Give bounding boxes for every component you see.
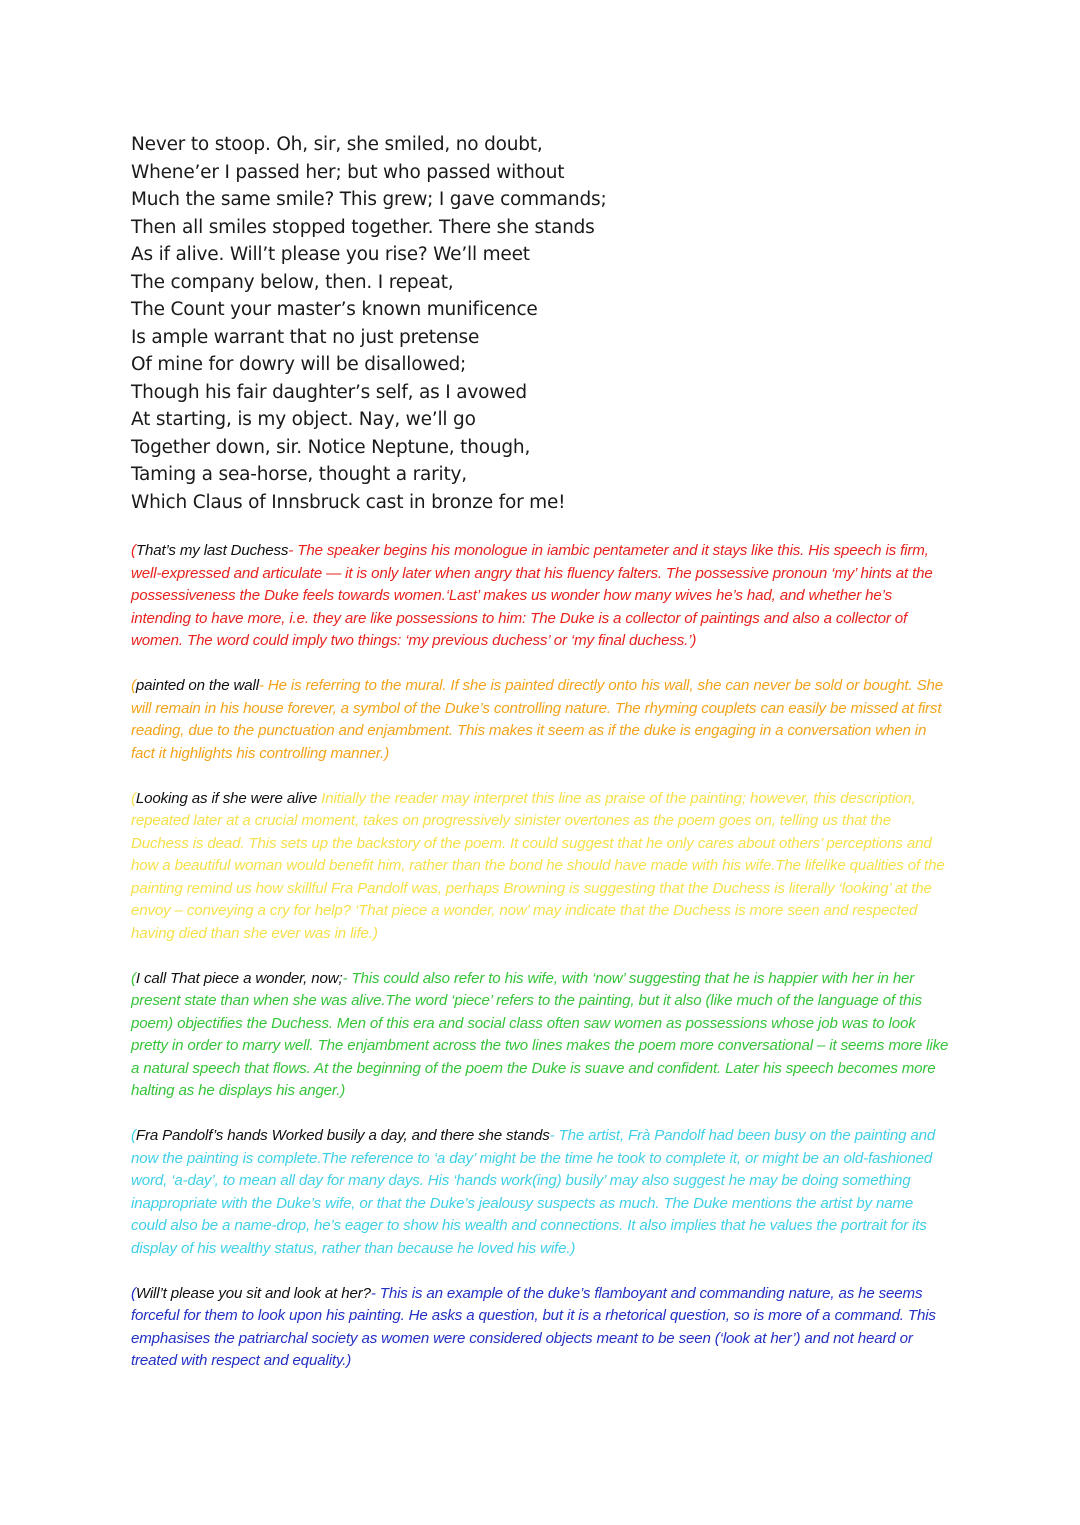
poem-line: Of mine for dowry will be disallowed; [131,354,467,375]
note-quote: Fra Pandolf’s hands Worked busily a day, and there she stands [135,1127,550,1145]
poem-line: Is ample warrant that no just pretense [131,326,480,348]
note-comment: - The speaker begins his monologue in iambic pentameter and it stays like this. His speech is firm, well-expressed and articulate — it is only later when angry that his fluency falters. The possessive pronoun ‘my’ hints at the possessiveness the Duke feels towards women.‘Last’ makes us wonder how many wives he’s had, and whether he’s intending to have more, i.e. they are like possessions to him: The Duke is a collector of paintings and also a collector of women. The word could imply two things: ‘my previous duchess’ or ‘my final duchess.’) [131,542,933,649]
open-paren: ( [131,1284,136,1302]
note-looking-as-if-she-were-alive [131,788,951,946]
poem-line: Much the same smile? This grew; I gave commands; [131,189,607,210]
poem-line: The Count your master’s known munificence [131,299,538,320]
note-quote: Will’t please you sit and look at her? [135,1284,371,1302]
poem-line: Then all smiles stopped together. There she stands [131,216,595,238]
note-comment: - He is referring to the mural. If she is painted directly onto his wall, she can never be sold or bought. She will remain in his house forever, a symbol of the Duke’s controlling nature. The rhyming couplets can easily be missed at first reading, due to the punctuation and enjambment. This makes it seem as if the duke is engaging in a conversation when in fact it highlights his controlling manner.) [131,677,943,762]
note-that-s-my-last-duchess [131,540,951,653]
note-comment: Initially the reader may interpret this line as praise of the painting; however, this description, repeated later at a crucial moment, takes on progressively sinister overtones as the poem goes on, telling us that the Duchess is dead. This sets up the backstory of the poem. It could suggest that he only cares about others’ perceptions and how a beautiful woman would benefit him, rather than the bond he should have made with his wife.The lifelike qualities of the painting remind us how skillful Fra Pandolf was, perhaps Browning is suggesting that the Duchess is literally ‘looking’ at the envoy – conveying a cry for help? ‘That piece a wonder, now’ may indicate that the Duchess is more seen and respected having died than she ever was in life.) [131,789,945,942]
note-quote: Looking as if she were alive [135,789,318,807]
poem-line: Whene’er I passed her; but who passed without [131,161,565,183]
note-i-call-that-piece-a-wonder [131,968,951,1103]
note-quote: I call That piece a wonder, now; [135,969,343,987]
poem-line: Which Claus of Innsbruck cast in bronze for me! [131,491,566,513]
open-paren: ( [131,677,136,695]
note-quote: painted on the wall [135,677,259,695]
note-comment: - This is an example of the duke’s flamboyant and commanding nature, as he seems forceful for them to look upon his painting. He asks a question, but it is a rhetorical question, so is more of a command. This emphasises the patriarchal society as women were considered objects meant to be seen (‘look at her’) and not heard or treated with respect and equality.) [131,1284,936,1370]
note-quote: That’s my last Duchess [135,542,289,559]
annotation-notes [131,540,951,1396]
note-will-t-please-you-sit [131,1283,951,1373]
open-paren: ( [131,542,136,559]
open-paren: ( [131,1127,136,1145]
note-fra-pandolfs-hands [131,1125,951,1260]
open-paren: ( [131,969,136,987]
poem-line: Never to stoop. Oh, sir, she smiled, no doubt, [131,134,543,155]
poem-line: At starting, is my object. Nay, we’ll go [131,409,476,430]
note-comment: - The artist, Frà Pandolf had been busy on the painting and now the painting is complete.The reference to ‘a day’ might be the time he took to complete it, or might be an old-fashioned word, ‘a-day’, to mean all day for many days. His ‘hands work(ing) busily’ may also suggest he may be doing something inappropriate with the Duke’s wife, or that the Duke’s jealousy suspects as much. The Duke mentions the artist by name could also be a name-drop, he’s eager to show his wealth and connections. It also implies that he values the portrait for its display of his wealthy status, rather than because he loved his wife.) [131,1127,936,1257]
note-painted-on-the-wall [131,675,951,765]
poem-line: Though his fair daughter’s self, as I avowed [131,381,527,403]
poem-line: The company below, then. I repeat, [131,271,454,293]
poem-line: Together down, sir. Notice Neptune, though, [131,436,531,458]
poem-excerpt [131,131,931,516]
open-paren: ( [131,789,136,807]
note-comment: - This could also refer to his wife, with ‘now’ suggesting that he is happier with her in her present state than when she was alive.The word ‘piece’ refers to the painting, but it also (like much of the language of this poem) objectifies the Duchess. Men of this era and social class often saw women as possessions whose job was to look pretty in order to marry well. The enjambment across the two lines makes the poem more conversational – it seems more like a natural speech that flows. At the beginning of the poem the Duke is suave and confident. Later his speech becomes more halting as he displays his anger.) [131,969,949,1100]
poem-line: As if alive. Will’t please you rise? We’ll meet [131,244,530,265]
poem-line: Taming a sea-horse, thought a rarity, [131,464,467,485]
